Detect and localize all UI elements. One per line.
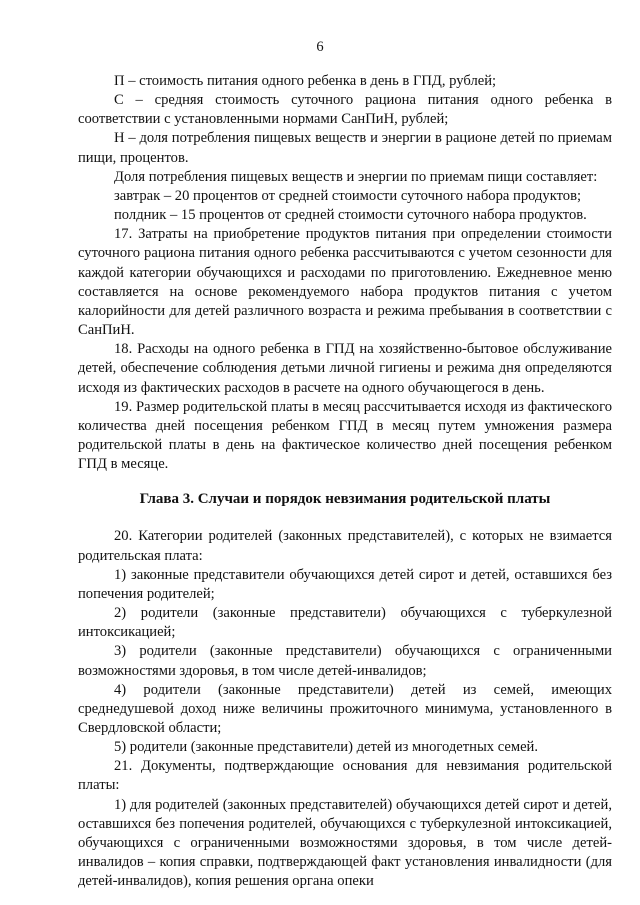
list-item-20-1: 1) законные представители обучающихся детей сирот и детей, оставшихся без попечения родителей; — [78, 566, 612, 602]
paragraph-snack-share: полдник – 15 процентов от средней стоимости суточного набора продуктов. — [114, 207, 587, 224]
paragraph-definition-p: П – стоимость питания одного ребенка в день в ГПД, рублей; — [114, 73, 497, 89]
document-body — [78, 72, 612, 891]
list-item-20-5: 5) родители (законные представители) детей из многодетных семей. — [114, 739, 539, 756]
list-item-20-4: 4) родители (законные представители) детей из семей, имеющих среднедушевой доход ниже величины прожиточного минимума, установленного в Свердловской области; — [78, 681, 612, 736]
paragraph-clause-17: 17. Затраты на приобретение продуктов питания при определении стоимости суточного рациона питания одного ребенка рассчитываются с учетом сезонности для каждой категории обучающихся и расходами по приготовлению. Ежедневное меню составляется на основе рекомендуемого набора продуктов питания с учетом калорийности для детей различного возраста и режима пребывания в соответствии с СанПиН. — [78, 226, 612, 339]
paragraph-definition-c: С – средняя стоимость суточного рациона питания одного ребенка в соответствии с установленными нормами СанПиН, рублей; — [78, 92, 612, 128]
list-item-20-3: 3) родители (законные представители) обучающихся с ограниченными возможностями здоровья, в том числе детей-инвалидов; — [78, 643, 612, 679]
paragraph-clause-19: 19. Размер родительской платы в месяц рассчитывается исходя из фактического количества дней посещения ребенком ГПД в месяц путем умножения размера родительской платы в день на фактическое количество дней посещения ребенком ГПД в месяце. — [78, 398, 612, 473]
paragraph-definition-n: Н – доля потребления пищевых веществ и энергии в рационе детей по приемам пищи, процентов. — [78, 130, 612, 166]
paragraph-clause-21: 21. Документы, подтверждающие основания для невзимания родительской платы: — [78, 758, 612, 794]
paragraph-clause-18: 18. Расходы на одного ребенка в ГПД на хозяйственно-бытовое обслуживание детей, обеспечение соблюдения детьми личной гигиены и режима дня определяются исходя из фактических расходов в расчете на одного обучающегося в день. — [78, 341, 612, 396]
paragraph-clause-20: 20. Категории родителей (законных представителей), с которых не взимается родительская плата: — [78, 528, 612, 564]
paragraph-breakfast-share: завтрак – 20 процентов от средней стоимости суточного набора продуктов; — [114, 187, 582, 204]
chapter-heading: Глава 3. Случаи и порядок невзимания родительской платы — [139, 491, 551, 508]
page-number: 6 — [316, 39, 324, 55]
list-item-21-1: 1) для родителей (законных представителей) обучающихся детей сирот и детей, оставшихся без попечения родителей, обучающихся с туберкулезной интоксикацией, обучающихся с ограниченными возможностями здоровья, в том числе детей-инвалидов – копия справки, подтверждающей факт установления инвалидности (для детей-инвалидов), копия решения органа опеки — [78, 796, 612, 890]
paragraph-meal-share-intro: Доля потребления пищевых веществ и энергии по приемам пищи составляет: — [114, 168, 598, 185]
list-item-20-2: 2) родители (законные представители) обучающихся с туберкулезной интоксикацией; — [78, 605, 612, 641]
